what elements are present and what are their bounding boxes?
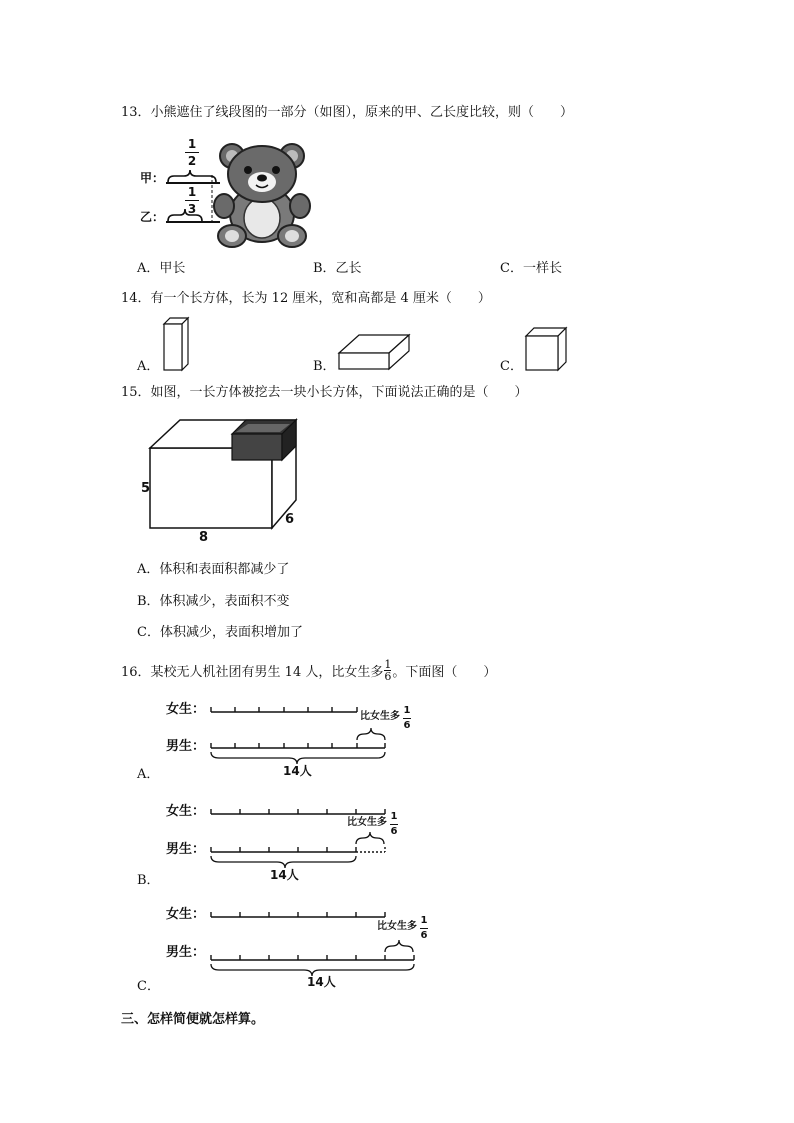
q15-option-a[interactable]: A．体积和表面积都减少了	[137, 562, 290, 577]
q16b-more-label: 比女生多	[347, 817, 387, 828]
q16c-segment-lines	[205, 905, 445, 980]
q16b-total-label: 14人	[270, 868, 299, 882]
q13-fraction-half: 1 2	[185, 138, 199, 167]
q16c-total-label: 14人	[307, 975, 336, 989]
q16a-total-label: 14人	[283, 764, 312, 778]
q16-fraction: $\frac{1}{6}$	[384, 658, 392, 683]
q16c-label-girls: 女生：	[166, 907, 206, 922]
q13-fraction-third: 1 3	[185, 186, 199, 215]
q16-option-a[interactable]: A．	[137, 767, 160, 782]
section-3-title: 三、怎样简便就怎样算。	[121, 1012, 265, 1027]
q16-text	[121, 658, 497, 684]
q16c-label-boys: 男生：	[166, 945, 206, 960]
q15-dimension-height: 5	[141, 481, 151, 496]
q13-option-c[interactable]: C．一样长	[500, 261, 562, 276]
q13-option-b[interactable]: B．乙长	[313, 261, 362, 276]
q16a-more-fraction: 1 6	[403, 705, 411, 731]
q16a-more-label: 比女生多	[360, 711, 400, 722]
q14-cube-icon	[524, 326, 568, 374]
q16a-label-girls: 女生：	[166, 702, 206, 717]
q16b-more-fraction: 1 6	[390, 811, 398, 837]
q14-option-c[interactable]: C．	[500, 359, 523, 374]
q16b-segment-lines	[205, 802, 435, 872]
q13-label-jia: 甲：	[140, 171, 165, 185]
q15-option-c[interactable]: C．体积减少，表面积增加了	[137, 625, 303, 640]
q15-dimension-width: 6	[285, 512, 295, 527]
q16-option-c[interactable]: C．	[137, 979, 160, 994]
q14-tall-prism-icon	[162, 316, 192, 372]
q15-dimension-length: 8	[199, 530, 209, 545]
q13-label-yi: 乙：	[140, 210, 165, 224]
q14-flat-prism-icon	[337, 333, 413, 373]
q16a-label-boys: 男生：	[166, 739, 206, 754]
q16b-label-girls: 女生：	[166, 804, 206, 819]
q13-option-a[interactable]: A．甲长	[137, 261, 186, 276]
q14-option-b[interactable]: B．	[313, 359, 336, 374]
q15-text: 15．如图，一长方体被挖去一块小长方体，下面说法正确的是（ ）	[121, 385, 528, 400]
q15-option-b[interactable]: B．体积减少，表面积不变	[137, 594, 290, 609]
teddy-bear-icon	[210, 140, 320, 250]
q16-option-b[interactable]: B．	[137, 873, 160, 888]
q16c-more-label: 比女生多	[377, 921, 417, 932]
q16-text-before: 16．某校无人机社团有男生 14 人，比女生多	[121, 665, 384, 680]
q14-option-a[interactable]: A．	[137, 359, 160, 374]
q14-text: 14．有一个长方体，长为 12 厘米，宽和高都是 4 厘米（ ）	[121, 291, 491, 306]
q16-text-after: 。下面图（ ）	[392, 665, 497, 680]
q16c-more-fraction: 1 6	[420, 915, 428, 941]
q16b-label-boys: 男生：	[166, 842, 206, 857]
q13-text: 13．小熊遮住了线段图的一部分（如图），原来的甲、乙长度比较，则（ ）	[121, 105, 574, 120]
q16a-segment-lines	[205, 700, 435, 770]
